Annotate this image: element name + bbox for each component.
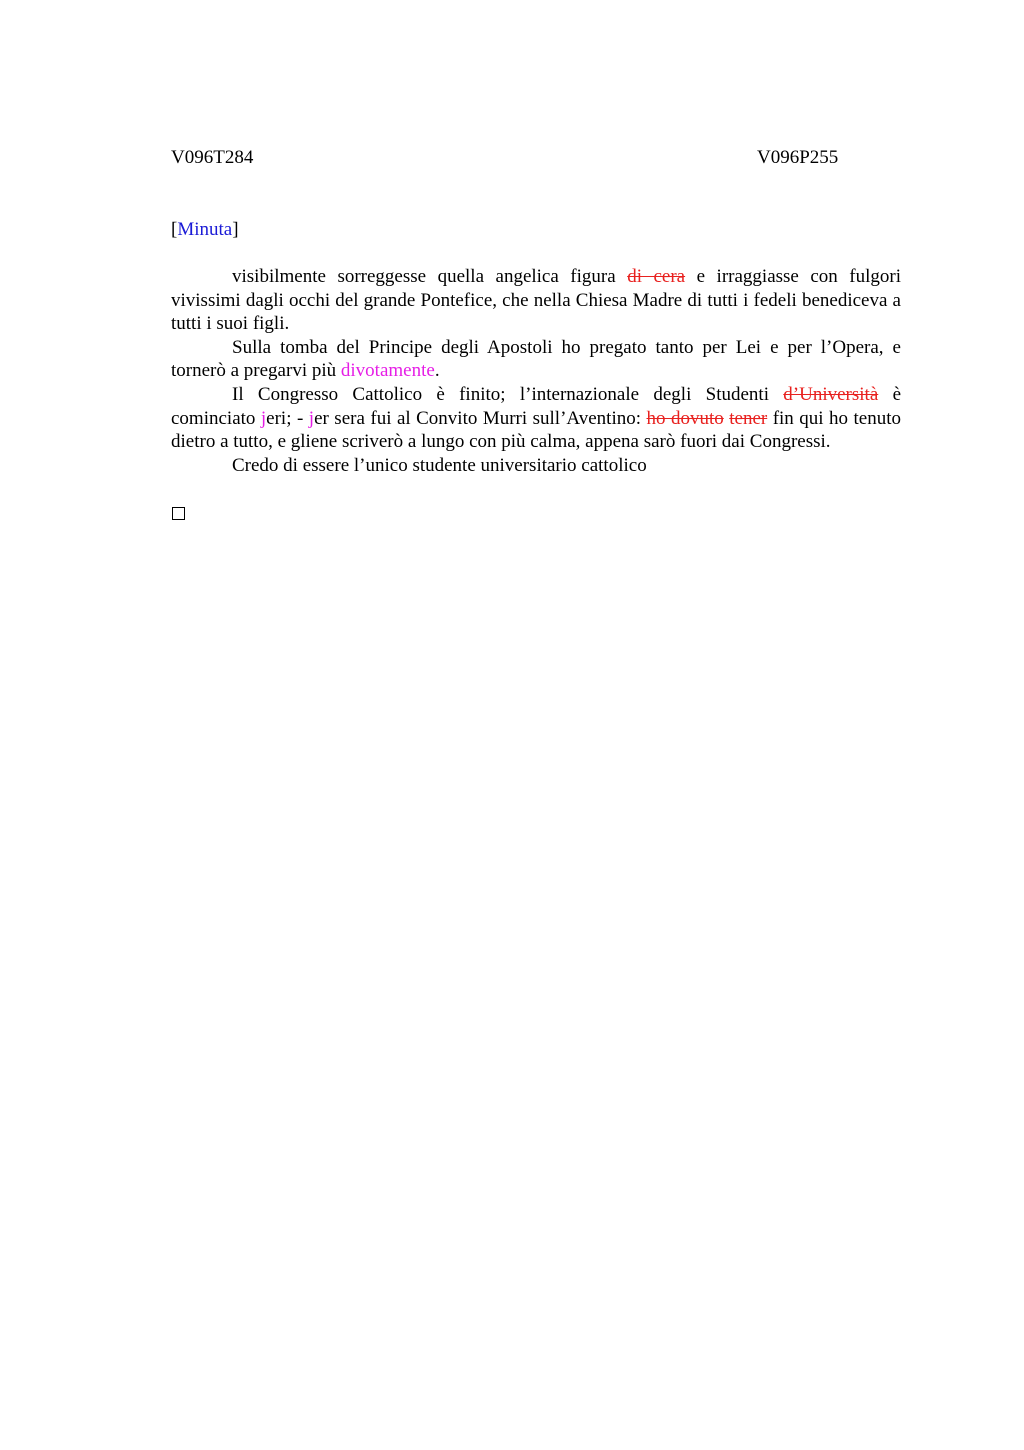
p3-text-f: fin qui ho tenuto dietro a tutto, e gliene scriverò a lungo con più calma, appena sarò fuori dai Congressi. [171, 407, 901, 453]
header-left-code: V096T284 [171, 147, 254, 168]
p3-text-a: Il Congresso Cattolico è finito; l’internazionale degli Studenti [232, 383, 784, 405]
checkbox-square-icon [172, 507, 185, 520]
paragraph-1 [171, 265, 901, 336]
p3-text-d: er sera fui al Convito Murri sull’Aventino: [314, 407, 647, 429]
p3-text-c: eri; - [266, 407, 309, 429]
paragraph-2 [171, 336, 901, 383]
minuta-label [171, 218, 239, 242]
p2-text-a: Sulla tomba del Principe degli Apostoli ho pregato tanto per Lei e per l’Opera, e tornerò a pregarvi più [171, 336, 901, 382]
label-text: Minuta [177, 219, 233, 240]
p1-text-a: visibilmente sorreggesse quella angelica figura [232, 266, 628, 287]
paragraph-4 [171, 454, 901, 478]
label-open-bracket: [ [171, 219, 178, 240]
p3-deletion-3: tener [729, 407, 768, 429]
p3-text-b: è cominciato [171, 383, 901, 429]
p1-deletion: di cera [627, 266, 686, 287]
paragraph-3 [171, 383, 901, 454]
p4-text-a: Credo di essere l’unico studente universitario cattolico [232, 454, 647, 476]
p2-addition: divotamente [340, 360, 435, 382]
p2-text-b: . [434, 360, 440, 382]
p3-deletion-1: d’Università [783, 383, 879, 405]
letter-body [171, 265, 901, 477]
p3-addition-1: j [260, 407, 267, 429]
header-right-code: V096P255 [757, 147, 839, 168]
label-close-bracket: ] [232, 219, 239, 240]
p3-deletion-2: ho dovuto [646, 407, 724, 429]
p1-text-b: e irraggiasse con fulgori vivissimi dagli occhi del grande Pontefice, che nella Chiesa Madre di tutti i fedeli benediceva a tutti i suoi figli. [171, 266, 902, 335]
p3-addition-2: j [308, 407, 315, 429]
